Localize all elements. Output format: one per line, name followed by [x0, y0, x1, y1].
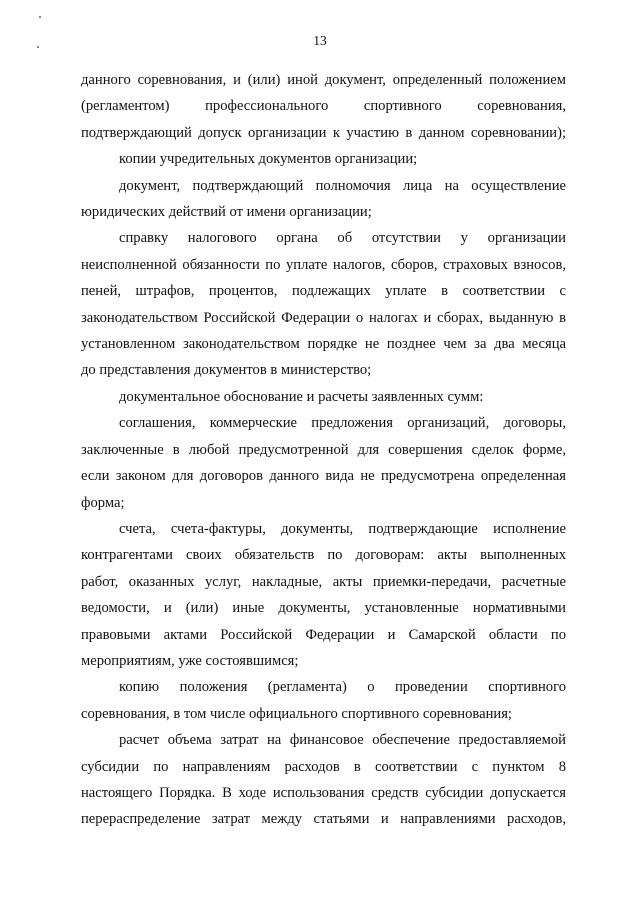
scan-speck	[39, 16, 41, 18]
text-line: форма;	[81, 494, 125, 511]
text-line: контрагентами своих обязательств по договорам: акты выполненных	[81, 547, 566, 564]
text-line: подтверждающий допуск организации к участию в данном соревновании);	[81, 124, 566, 141]
paragraph	[81, 67, 566, 146]
text-line: мероприятиям, уже состоявшимся;	[81, 652, 299, 669]
text-line: счета, счета-фактуры, документы, подтверждающие исполнение	[119, 520, 566, 537]
document-body	[81, 67, 566, 833]
text-line: данного соревнования, и (или) иной документ, определенный положением	[81, 72, 566, 88]
text-line: юридических действий от имени организации;	[81, 204, 372, 221]
text-line: справку налогового органа об отсутствии у организации	[119, 230, 566, 247]
text-line: перераспределение затрат между статьями и направлениями расходов,	[81, 811, 566, 828]
text-line: до представления документов в министерство;	[81, 362, 372, 379]
text-line: копию положения (регламента) о проведении спортивного	[119, 679, 566, 696]
paragraph	[81, 410, 566, 516]
text-line: если законом для договоров данного вида не предусмотрена определенная	[81, 468, 566, 485]
text-line: установленном законодательством порядке не позднее чем за два месяца	[81, 336, 566, 353]
paragraph	[81, 173, 566, 226]
text-line: соревнования, в том числе официального спортивного соревнования;	[81, 705, 512, 722]
page-number: 13	[313, 33, 327, 48]
text-line: работ, оказанных услуг, накладные, акты приемки-передачи, расчетные	[81, 573, 566, 590]
text-line: документ, подтверждающий полномочия лица на осуществление	[119, 177, 566, 194]
paragraph	[81, 146, 566, 172]
paragraph	[81, 674, 566, 727]
text-line: заключенные в любой предусмотренной для совершения сделок форме,	[81, 441, 566, 458]
text-line: копии учредительных документов организации;	[119, 151, 418, 168]
text-line: расчет объема затрат на финансовое обеспечение предоставляемой	[119, 732, 566, 749]
paragraph	[81, 225, 566, 383]
text-line: соглашения, коммерческие предложения организаций, договоры,	[119, 415, 566, 432]
text-line: законодательством Российской Федерации о налогах и сборах, выданную в	[81, 309, 566, 326]
text-line: ведомости, и (или) иные документы, установленные нормативными	[81, 600, 566, 617]
text-line: (регламентом) профессионального спортивного соревнования,	[81, 98, 566, 115]
text-line: субсидии по направлениям расходов в соответствии с пунктом 8	[81, 758, 566, 775]
paragraph	[81, 516, 566, 674]
text-line: настоящего Порядка. В ходе использования средств субсидии допускается	[81, 784, 566, 801]
paragraph	[81, 384, 566, 410]
text-line: документальное обоснование и расчеты заявленных сумм:	[119, 388, 484, 405]
text-line: пеней, штрафов, процентов, подлежащих уплате в соответствии с	[81, 283, 566, 300]
paragraph	[81, 727, 566, 833]
text-line: неисполненной обязанности по уплате налогов, сборов, страховых взносов,	[81, 256, 566, 273]
text-line: правовыми актами Российской Федерации и Самарской области по	[81, 626, 566, 643]
